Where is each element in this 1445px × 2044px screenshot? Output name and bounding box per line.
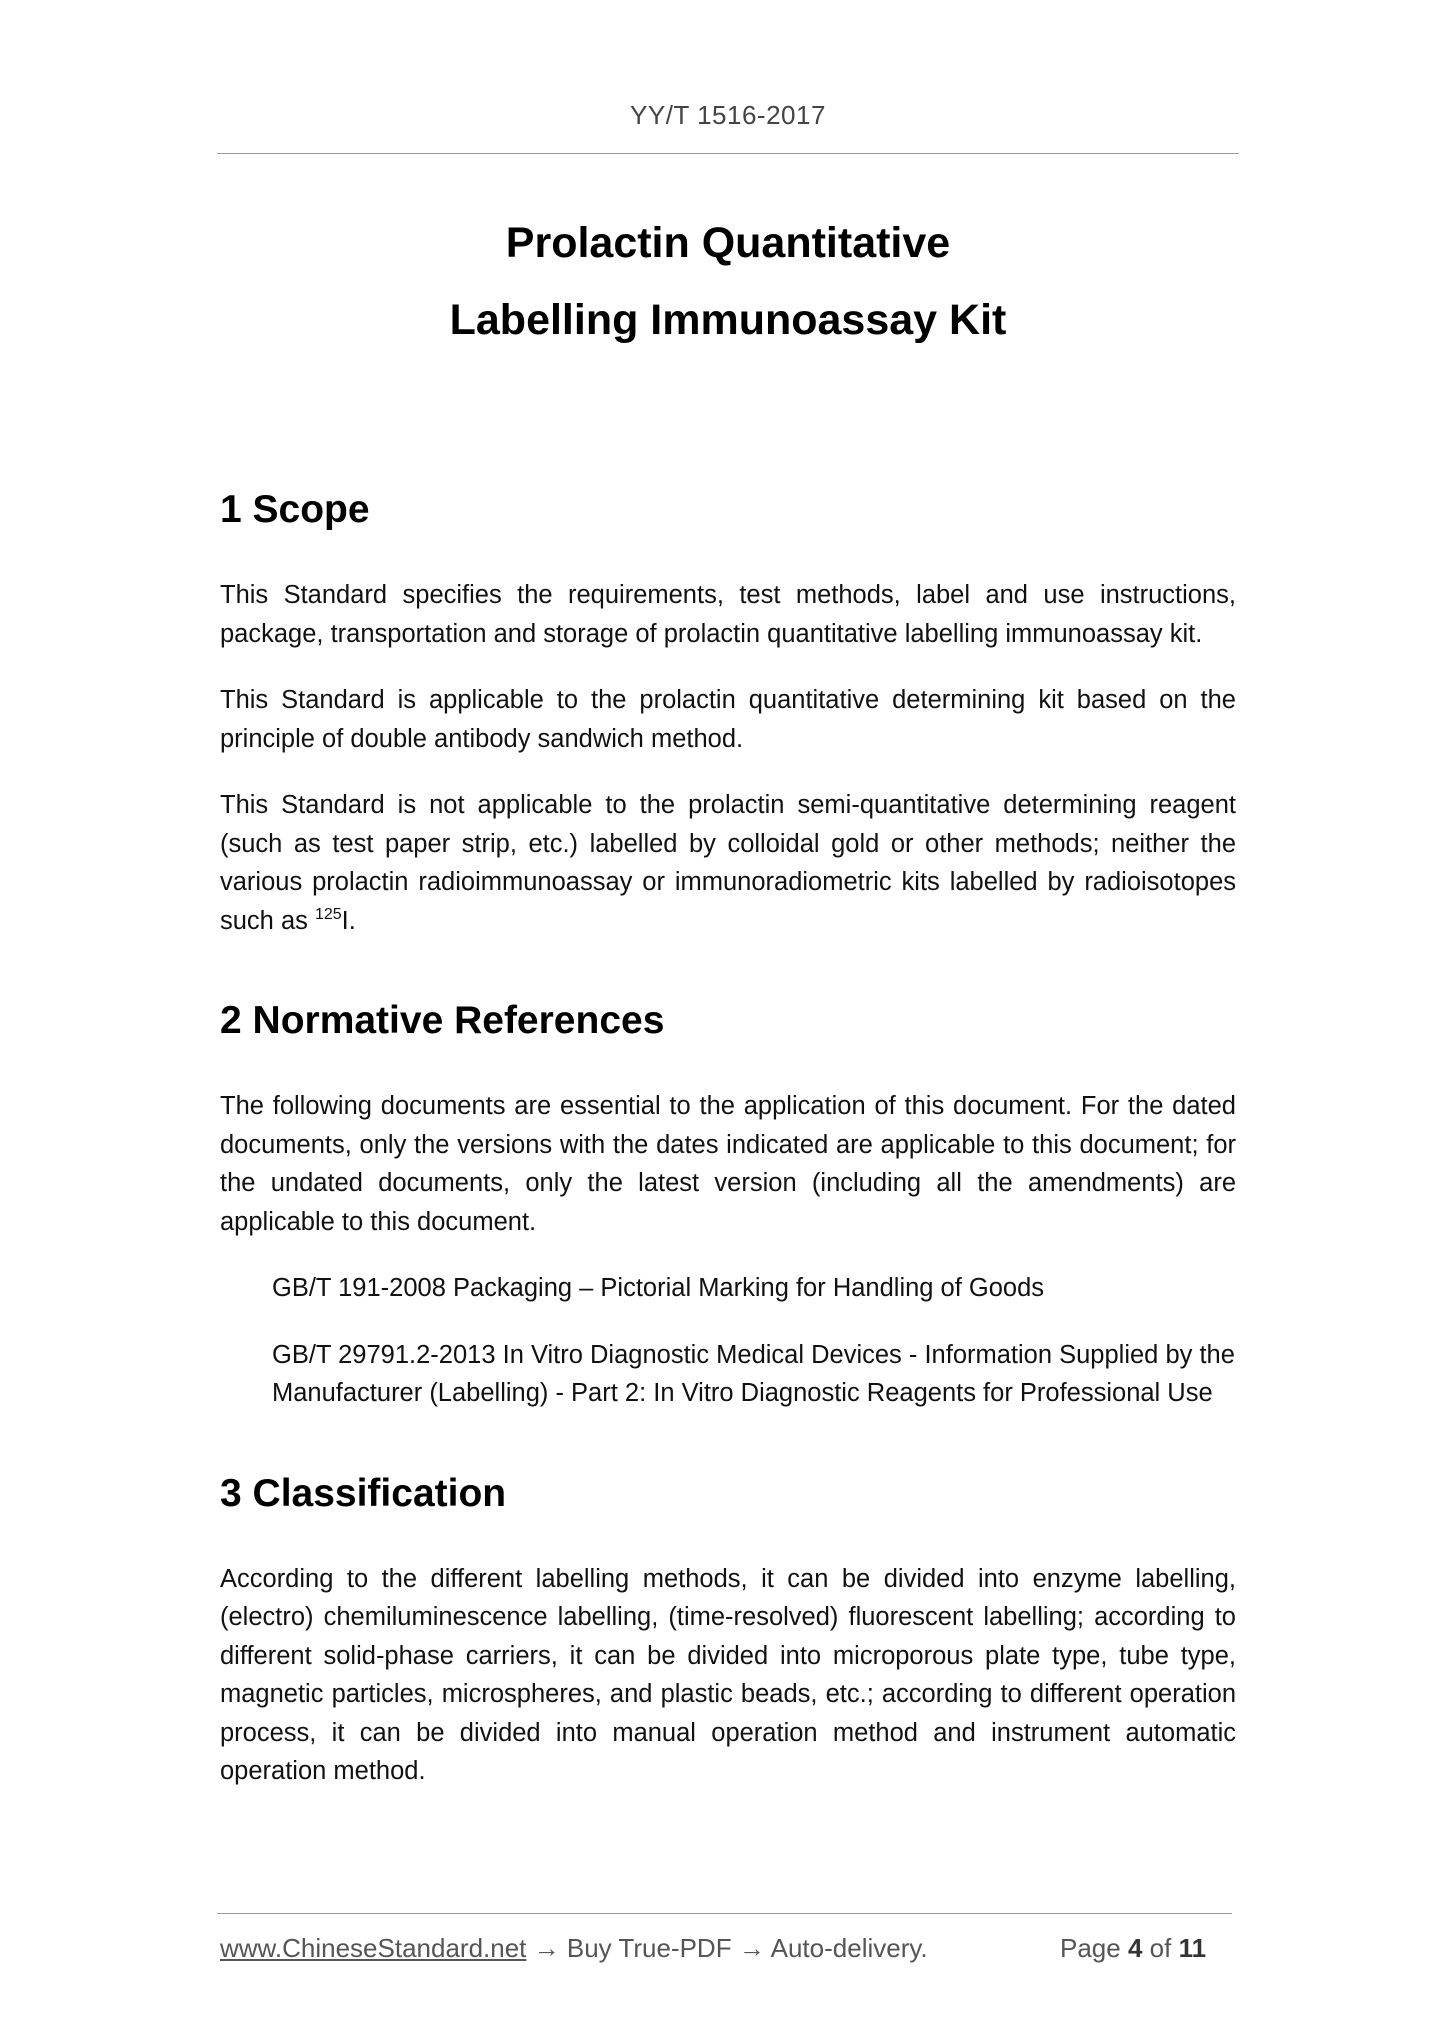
isotope-superscript: 125 — [314, 905, 342, 923]
normative-intro-paragraph: The following documents are essential to the application of this document. For the dated documents, only the versions with the dates indicated are applicable to this document; for the undated documents, only the latest version (including all the amendments) are applicable to this document. — [220, 1092, 1236, 1236]
reference-item: GB/T 29791.2-2013 In Vitro Diagnostic Medical Devices - Information Supplied by the Manufacturer (Labelling) - Part 2: In Vitro Diagnostic Reagents for Professional Use — [272, 1340, 1235, 1407]
scope-paragraph-1: This Standard specifies the requirements, test methods, label and use instructions, package, transportation and storage of prolactin quantitative labelling immunoassay kit. — [220, 581, 1236, 648]
title-line-2: Labelling Immunoassay Kit — [449, 296, 1007, 344]
scope-paragraph-3-end: I. — [341, 906, 356, 935]
section-heading-scope: 1 Scope — [220, 488, 370, 531]
footer-divider — [217, 1913, 1232, 1914]
section-heading-normative-references: 2 Normative References — [220, 999, 665, 1042]
document-title — [220, 205, 1236, 359]
page-total: 11 — [1178, 1933, 1207, 1963]
auto-delivery-text: Auto-delivery. — [770, 1933, 928, 1963]
page-footer — [220, 1933, 1236, 1964]
document-page — [220, 0, 1236, 2044]
reference-list — [220, 1269, 1236, 1413]
scope-paragraph-2: This Standard is applicable to the prolactin quantitative determining kit based on the principle of double antibody sandwich method. — [220, 686, 1236, 753]
scope-paragraph-3 — [220, 786, 1236, 940]
document-code-header: YY/T 1516-2017 — [630, 100, 826, 130]
header-divider — [217, 153, 1239, 154]
reference-item: GB/T 191-2008 Packaging – Pictorial Marking for Handling of Goods — [272, 1274, 1045, 1302]
scope-paragraph-3-text: This Standard is not applicable to the prolactin semi-quantitative determining reagent (such as test paper strip, etc.) labelled by colloidal gold or other methods; neither the various prolactin radioimmunoassay or immunoradiometric kits labelled by radioisotopes such as — [220, 791, 1236, 935]
page-label: Page — [1060, 1933, 1121, 1963]
title-line-1: Prolactin Quantitative — [505, 219, 951, 267]
arrow-right-icon: → — [533, 1933, 560, 1963]
buy-true-pdf-text: Buy True-PDF — [566, 1933, 732, 1963]
chinesestandard-link[interactable]: www.ChineseStandard.net — [220, 1933, 527, 1963]
arrow-right-icon: → — [738, 1933, 765, 1963]
page-number — [1060, 1933, 1206, 1964]
page-of-label: of — [1149, 1933, 1172, 1963]
classification-paragraph: According to the different labelling methods, it can be divided into enzyme labelling, (electro) chemiluminescence labelling, (time-resolved) fluorescent labelling; according to different solid-phase carriers, it can be divided into microporous plate type, tube type, magnetic particles, microspheres, and plastic beads, etc.; according to different operation process, it can be divided into manual operation method and instrument automatic operation method. — [220, 1564, 1236, 1785]
page-current: 4 — [1127, 1933, 1143, 1963]
section-heading-classification: 3 Classification — [220, 1471, 507, 1515]
document-body — [220, 482, 1236, 1791]
